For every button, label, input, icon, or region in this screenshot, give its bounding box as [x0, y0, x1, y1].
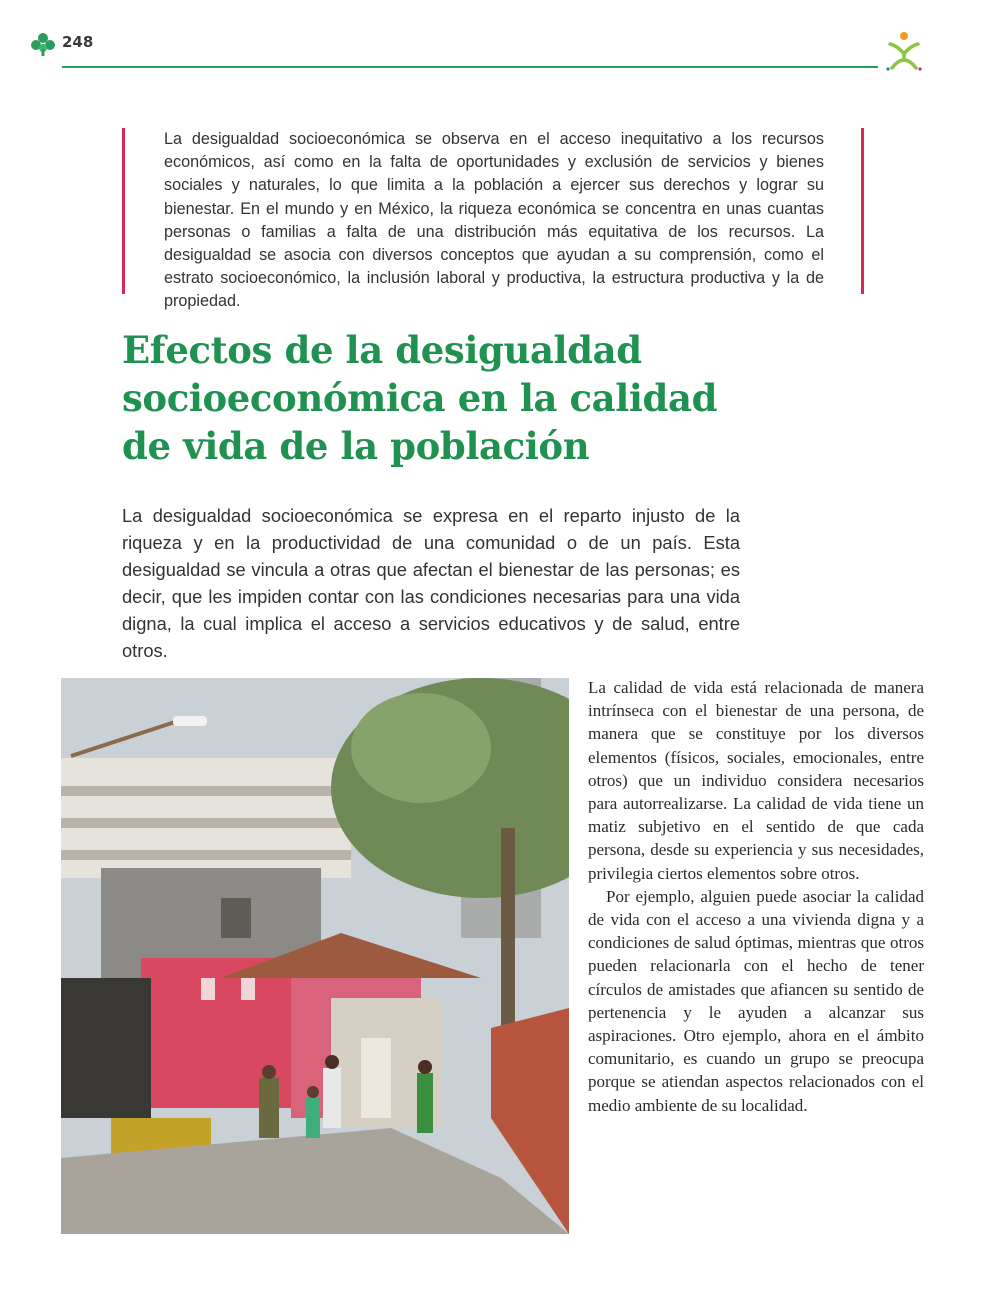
flower-figure-icon: [884, 30, 924, 72]
header-divider: [62, 66, 878, 68]
leaf-cluster-icon: [30, 32, 56, 56]
lead-paragraph: La desigualdad socioeconómica se expresa en el reparto injusto de la riqueza y en la productividad de una comunidad o de un país. Esta desigualdad se vincula a otras que afectan el bienestar de las personas; es decir, que les impiden contar con las condiciones necesarias para una vida digna, la cual implica el acceso a servicios educativos y de salud, entre otros.: [122, 505, 740, 661]
section-title-line: Efectos de la desigualdad: [122, 328, 642, 372]
side-paragraph: La calidad de vida está relacionada de manera intrínseca con el bienestar de una persona, de manera que se constituye por los diversos elementos (físicos, sociales, emocionales, entre otros) que un individuo considera necesarios para autorrealizarse. La calidad de vida tiene un matiz subjetivo en el sentido de que cada persona, desde su experiencia y sus necesidades, privilegia ciertos elementos sobre otros.: [588, 678, 924, 883]
intro-text: La desigualdad socioeconómica se observa en el acceso inequitativo a los recursos económicos, así como en la falta de oportunidades y exclusión de servicios y bienes sociales y naturales, lo que limita a la población a ejercer sus derechos y lograr su bienestar. En el mundo y en México, la riqueza económica se concentra en unas cuantas personas o familias a falta de una distribución más equitativa de los recursos. La desigualdad se asocia con diversos conceptos que ayudan a su comprensión, como el estrato socioeconómico, la inclusión laboral y productiva, la estructura productiva y la de propiedad.: [164, 130, 824, 311]
street-photo: [61, 678, 569, 1234]
side-paragraph: Por ejemplo, alguien puede asociar la calidad de vida con el acceso a una vivienda digna y a condiciones de salud óptimas, mientras que otros pueden relacionarla con el hecho de tener círculos de amistades que afiancen su sentido de pertenencia y le ayuden a alcanzar sus aspiraciones. Otro ejemplo, ahora en el ámbito comunitario, es cuando un grupo se preocupa porque se atiendan aspectos relacionados con el medio ambiente de su localidad.: [588, 886, 924, 1115]
intro-left-bar: [122, 128, 125, 294]
section-title-line: de vida de la población: [122, 424, 590, 468]
intro-right-bar: [861, 128, 864, 294]
side-column: [588, 676, 924, 1117]
intro-box: [122, 128, 864, 311]
section-title-line: socioeconómica en la calidad: [122, 376, 718, 420]
page-number: 248: [62, 33, 94, 51]
section-title: [122, 326, 722, 470]
